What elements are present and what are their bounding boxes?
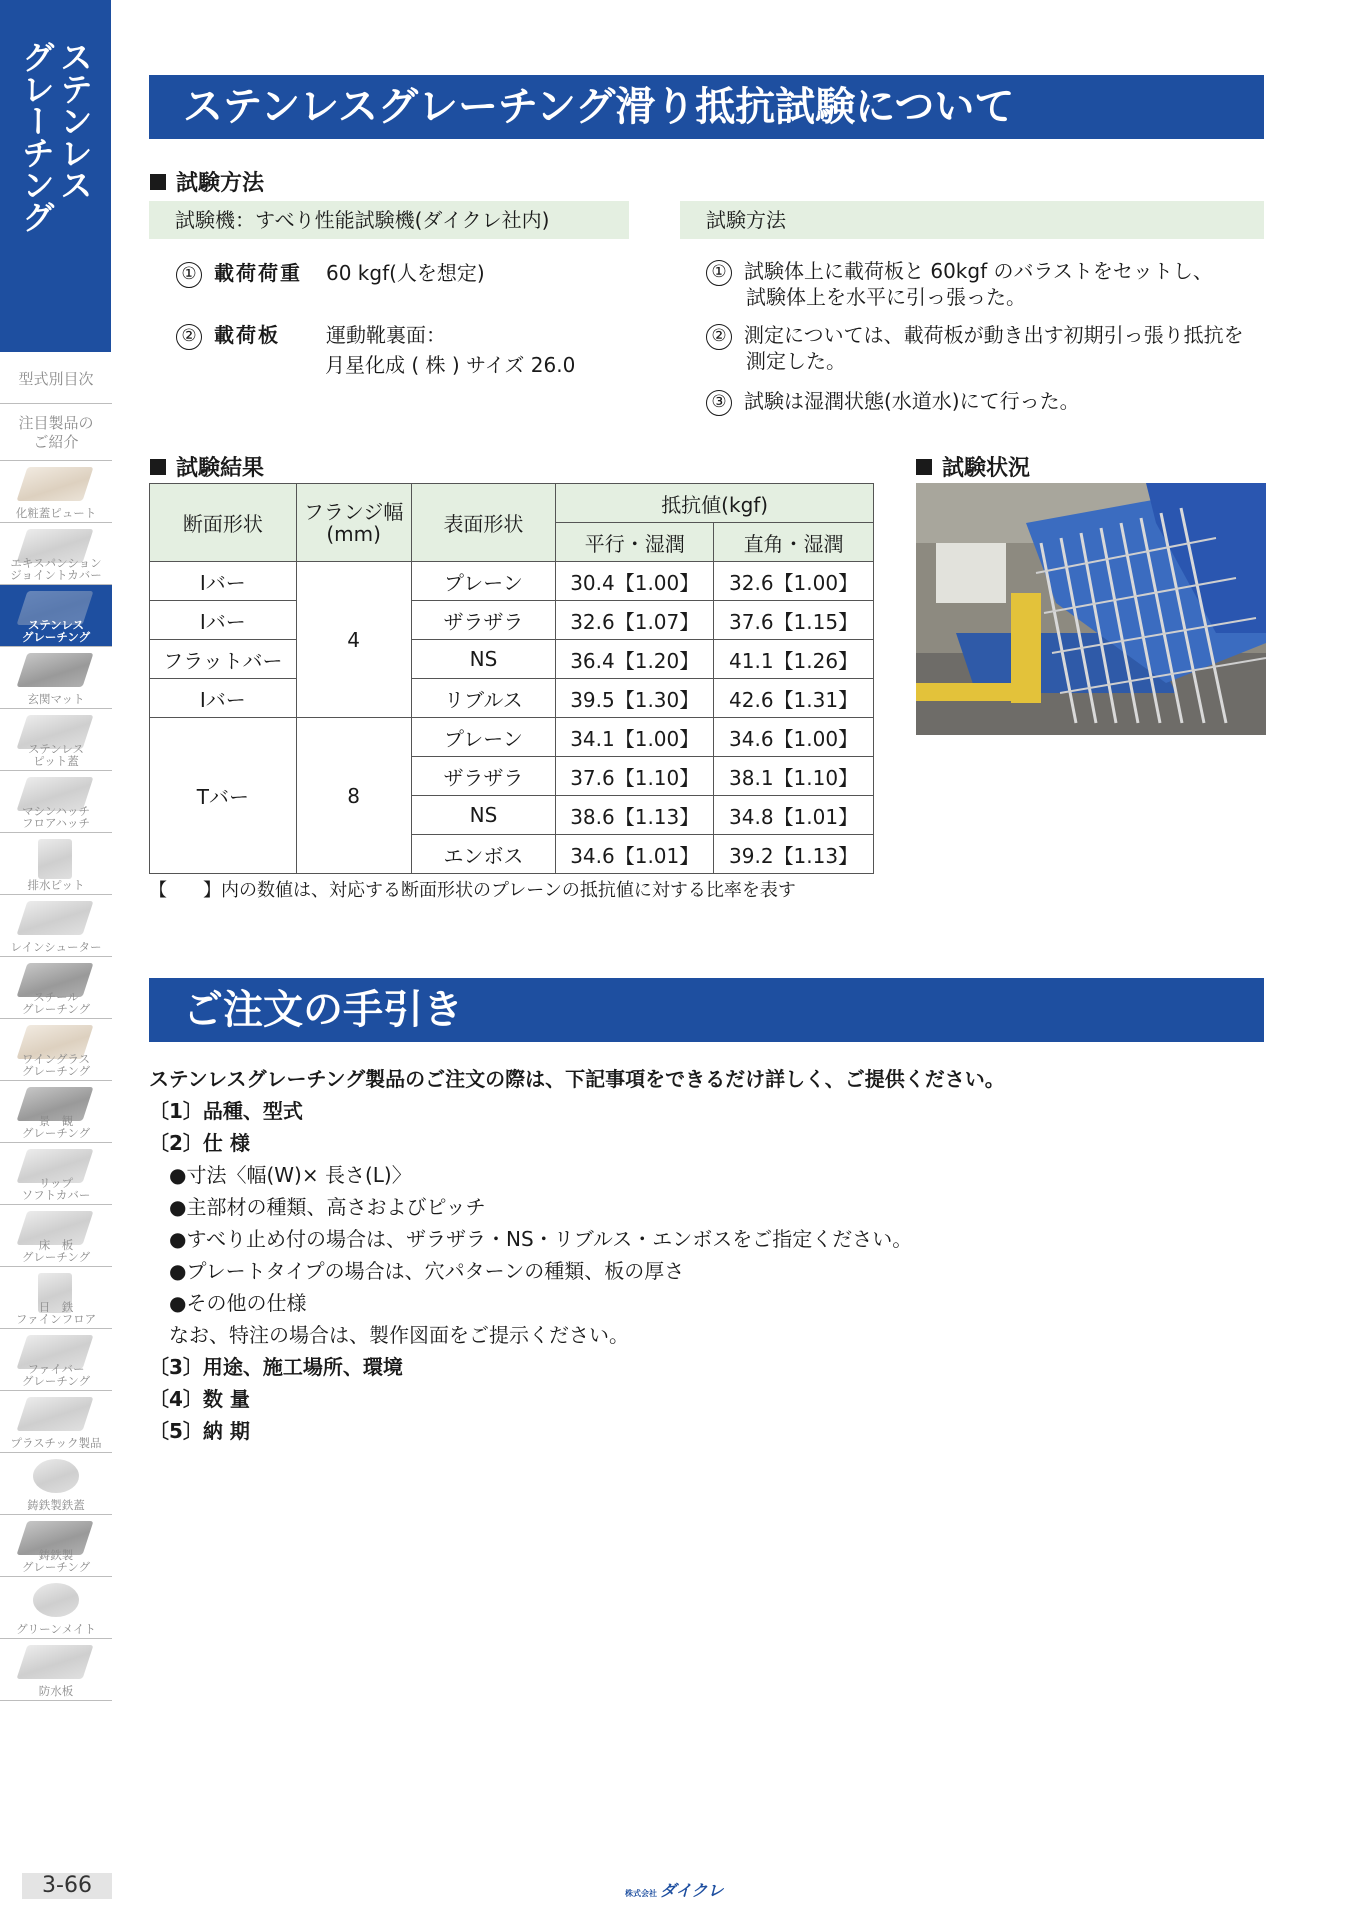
square-bullet-icon <box>916 459 932 475</box>
sidebar-item[interactable] <box>0 1515 112 1577</box>
parallel-value: 32.6【1.07】 <box>556 601 714 640</box>
sidebar-item-label: プラスチック製品 <box>10 1436 102 1450</box>
sidebar-item-label: リップ ソフトカバー <box>21 1176 91 1202</box>
square-bullet-icon <box>150 459 166 475</box>
spec-note: なお、特注の場合は、製作図面をご提示ください。 <box>169 1323 629 1347</box>
sidebar-item-label: エキスパンション ジョイントカバー <box>10 556 102 582</box>
sidebar-item-label: レインシューター <box>10 940 102 954</box>
order-item-4: 〔4〕数 量 <box>149 1387 250 1411</box>
sidebar-item-label: ファイバー グレーチング <box>21 1362 91 1388</box>
surface-cell: リブルス <box>411 679 556 718</box>
sidebar-item[interactable] <box>0 1267 112 1329</box>
method-heading: 試験方法 <box>150 166 264 197</box>
sidebar-item-label: ステンレス グレーチング <box>21 618 91 644</box>
load-item: ① 載荷荷重 60 kgf(人を想定) <box>176 260 485 288</box>
sidebar-tab-title-line1: ステンレス <box>55 40 94 200</box>
sidebar-item[interactable] <box>0 1205 112 1267</box>
parallel-value: 37.6【1.10】 <box>556 757 714 796</box>
product-thumbnail <box>33 1583 79 1617</box>
right-angle-value: 39.2【1.13】 <box>714 835 874 874</box>
product-thumbnail <box>16 901 93 935</box>
parallel-value: 39.5【1.30】 <box>556 679 714 718</box>
col-shape-header: 断面形状 <box>150 484 297 562</box>
method-header: 試験方法 <box>680 201 1264 239</box>
sidebar-item-label: 防水板 <box>38 1684 74 1698</box>
sidebar-item[interactable] <box>0 1639 112 1701</box>
col-right-angle-header: 直角・湿潤 <box>714 523 874 562</box>
load-plate-item: ② 載荷板 運動靴裏面： <box>176 322 446 350</box>
surface-cell: エンボス <box>411 835 556 874</box>
load-plate-value: 月星化成 ( 株 ) サイズ 26.0 <box>325 353 576 377</box>
sidebar-tab-title-line2: グレーチング <box>17 40 56 232</box>
page-number: 3-66 <box>22 1873 112 1899</box>
spec-bullet-material: ●主部材の種類、高さおよびピッチ <box>169 1195 486 1219</box>
product-thumbnail <box>16 653 93 687</box>
sidebar-item[interactable] <box>0 1391 112 1453</box>
right-angle-value: 41.1【1.26】 <box>714 640 874 679</box>
sidebar-item-label: 鋳鉄製 グレーチング <box>21 1548 91 1574</box>
sidebar-item-label: 日 鉄 ファインフロア <box>15 1300 97 1326</box>
parallel-value: 34.1【1.00】 <box>556 718 714 757</box>
surface-cell: ザラザラ <box>411 601 556 640</box>
right-angle-value: 42.6【1.31】 <box>714 679 874 718</box>
sidebar-section-tab[interactable] <box>0 0 111 352</box>
spec-bullet-plate: ●プレートタイプの場合は、穴パターンの種類、板の厚さ <box>169 1259 685 1283</box>
product-thumbnail <box>38 839 72 879</box>
sidebar-item-label: 化粧蓋ピュート <box>15 506 97 520</box>
sidebar-item[interactable] <box>0 833 112 895</box>
method-step-2-cont: 測定した。 <box>746 349 846 373</box>
product-thumbnail <box>16 467 93 501</box>
order-item-1: 〔1〕品種、型式 <box>149 1099 303 1123</box>
shape-cell: Iバー <box>150 562 297 601</box>
parallel-value: 38.6【1.13】 <box>556 796 714 835</box>
test-situation-photo <box>916 483 1266 735</box>
order-item-2: 〔2〕仕 様 <box>149 1131 250 1155</box>
product-thumbnail <box>33 1459 79 1493</box>
sidebar-item[interactable] <box>0 1081 112 1143</box>
order-guide-title: ご注文の手引き <box>149 978 1264 1042</box>
sidebar-item-featured[interactable]: 注目製品の ご紹介 <box>0 404 112 461</box>
table-row <box>150 562 874 601</box>
surface-cell: NS <box>411 640 556 679</box>
sidebar-item[interactable] <box>0 523 112 585</box>
sidebar-nav <box>0 360 112 1701</box>
order-item-5: 〔5〕納 期 <box>149 1419 250 1443</box>
surface-cell: NS <box>411 796 556 835</box>
results-heading: 試験結果 <box>150 451 264 482</box>
sidebar-item[interactable] <box>0 1577 112 1639</box>
shape-cell: Iバー <box>150 601 297 640</box>
surface-cell: プレーン <box>411 718 556 757</box>
company-logo: 株式会社 ダイクレ <box>625 1881 724 1900</box>
method-step-3: ③ 試験は湿潤状態(水道水)にて行った。 <box>706 388 1080 416</box>
col-parallel-header: 平行・湿潤 <box>556 523 714 562</box>
right-angle-value: 32.6【1.00】 <box>714 562 874 601</box>
sidebar-item-model-index[interactable]: 型式別目次 <box>0 360 112 404</box>
order-intro: ステンレスグレーチング製品のご注文の際は、下記事項をできるだけ詳しく、ご提供ください。 <box>149 1067 1005 1091</box>
sidebar-item-label: ワイングラス グレーチング <box>21 1052 91 1078</box>
spec-bullet-antislip: ●すべり止め付の場合は、ザラザラ・NS・リブルス・エンボスをご指定ください。 <box>169 1227 913 1251</box>
parallel-value: 30.4【1.00】 <box>556 562 714 601</box>
sidebar-item[interactable] <box>0 1143 112 1205</box>
right-angle-value: 34.6【1.00】 <box>714 718 874 757</box>
flange-cell: 8 <box>296 718 411 874</box>
parallel-value: 36.4【1.20】 <box>556 640 714 679</box>
sidebar-item-label: 床 板 グレーチング <box>21 1238 91 1264</box>
sidebar-item[interactable] <box>0 709 112 771</box>
flange-cell: 4 <box>296 562 411 718</box>
col-resistance-header: 抵抗値(kgf) <box>556 484 874 523</box>
product-thumbnail <box>16 1397 93 1431</box>
spec-bullet-other: ●その他の仕様 <box>169 1291 307 1315</box>
method-step-1: ① 試験体上に載荷板と 60kgf のバラストをセットし、 <box>706 258 1213 286</box>
sidebar-item-label: 景 観 グレーチング <box>21 1114 91 1140</box>
situation-heading: 試験状況 <box>916 451 1030 482</box>
table-note: 【 】内の数値は、対応する断面形状のプレーンの抵抗値に対する比率を表す <box>149 880 796 901</box>
sidebar-item-label: ステンレス ピット蓋 <box>27 742 85 768</box>
square-bullet-icon <box>150 174 166 190</box>
table-row <box>150 640 874 679</box>
sidebar-item[interactable] <box>0 647 112 709</box>
shape-cell: フラットバー <box>150 640 297 679</box>
spec-bullet-size: ●寸法〈幅(W)× 長さ(L)〉 <box>169 1163 412 1187</box>
shape-cell: Iバー <box>150 679 297 718</box>
sidebar-item[interactable] <box>0 585 112 647</box>
surface-cell: プレーン <box>411 562 556 601</box>
sidebar-item-label: 鋳鉄製鉄蓋 <box>27 1498 85 1512</box>
sidebar-item[interactable] <box>0 1329 112 1391</box>
sidebar-item-label: 排水ピット <box>27 878 85 892</box>
sidebar-item-label: 玄関マット <box>27 692 85 706</box>
shape-cell: Tバー <box>150 718 297 874</box>
sidebar-item[interactable] <box>0 771 112 833</box>
table-row <box>150 718 874 757</box>
col-flange-header: フランジ幅 (mm) <box>296 484 411 562</box>
order-item-3: 〔3〕用途、施工場所、環境 <box>149 1355 403 1379</box>
right-angle-value: 37.6【1.15】 <box>714 601 874 640</box>
results-table <box>149 483 874 874</box>
test-machine-label: 試験機：すべり性能試験機(ダイクレ社内) <box>149 201 629 239</box>
right-angle-value: 38.1【1.10】 <box>714 757 874 796</box>
sidebar-item-label: グリーンメイト <box>16 1622 96 1636</box>
sidebar-item[interactable] <box>0 895 112 957</box>
table-row <box>150 679 874 718</box>
page-title: ステンレスグレーチング滑り抵抗試験について <box>149 75 1264 139</box>
sidebar-item[interactable] <box>0 1019 112 1081</box>
sidebar-item-label: マシンハッチ フロアハッチ <box>21 804 91 830</box>
right-angle-value: 34.8【1.01】 <box>714 796 874 835</box>
parallel-value: 34.6【1.01】 <box>556 835 714 874</box>
sidebar-item[interactable] <box>0 957 112 1019</box>
product-thumbnail <box>16 1645 93 1679</box>
method-step-2: ② 測定については、載荷板が動き出す初期引っ張り抵抗を <box>706 322 1244 350</box>
surface-cell: ザラザラ <box>411 757 556 796</box>
col-surface-header: 表面形状 <box>411 484 556 562</box>
table-row <box>150 601 874 640</box>
sidebar-item-label: スチール グレーチング <box>21 990 91 1016</box>
method-step-1-cont: 試験体上を水平に引っ張った。 <box>746 285 1026 309</box>
sidebar-item[interactable] <box>0 461 112 523</box>
sidebar-item[interactable] <box>0 1453 112 1515</box>
